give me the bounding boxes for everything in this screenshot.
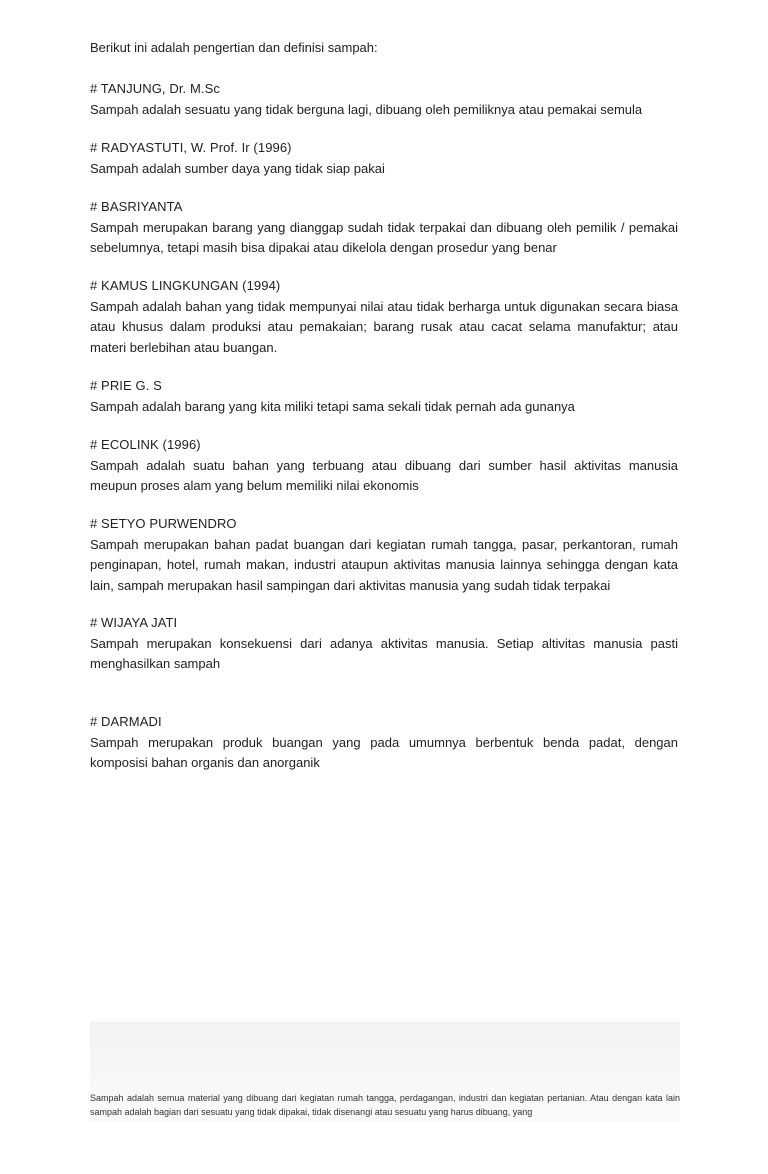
definition-entry (90, 514, 678, 596)
definition-entry (90, 613, 678, 675)
entry-heading: # KAMUS LINGKUNGAN (1994) (90, 278, 281, 293)
definition-entry (90, 138, 678, 179)
definition-entry (90, 79, 678, 120)
entry-heading: # RADYASTUTI, W. Prof. Ir (1996) (90, 140, 292, 155)
intro-text: Berikut ini adalah pengertian dan definisi sampah: (90, 40, 378, 55)
definition-entry (90, 712, 678, 774)
entry-body: Sampah merupakan konsekuensi dari adanya aktivitas manusia. Setiap altivitas manusia pasti menghasilkan sampah (90, 635, 678, 671)
entry-body: Sampah adalah sesuatu yang tidak berguna lagi, dibuang oleh pemiliknya atau pemakai semula (90, 101, 643, 117)
definition-entry (90, 197, 678, 259)
entry-body: Sampah merupakan produk buangan yang pada umumnya berbentuk benda padat, dengan komposisi bahan organis dan anorganik (90, 734, 678, 770)
entry-heading: # WIJAYA JATI (90, 615, 178, 630)
entry-heading: # SETYO PURWENDRO (90, 516, 237, 531)
entry-body: Sampah merupakan barang yang dianggap sudah tidak terpakai dan dibuang oleh pemilik / pemakai sebelumnya, tetapi masih bisa dipakai atau dikelola dengan prosedur yang benar (90, 219, 678, 255)
definition-entry (90, 376, 678, 417)
entry-body: Sampah adalah sumber daya yang tidak siap pakai (90, 160, 385, 176)
definition-entry (90, 435, 678, 497)
entry-heading: # DARMADI (90, 714, 162, 729)
entry-body: Sampah adalah suatu bahan yang terbuang atau dibuang dari sumber hasil aktivitas manusia meupun proses alam yang belum memiliki nilai ekonomis (90, 457, 678, 493)
entry-body: Sampah adalah bahan yang tidak mempunyai nilai atau tidak berharga untuk digunakan secara biasa atau khusus dalam produksi atau pemakaian; barang rusak atau cacat selama manufaktur; atau materi berlebihan atau buangan. (90, 298, 678, 355)
entry-heading: # ECOLINK (1996) (90, 437, 201, 452)
entry-body: Sampah merupakan bahan padat buangan dari kegiatan rumah tangga, pasar, perkantoran, rumah penginapan, hotel, rumah makan, industri ataupun aktivitas manusia lainnya sehingga dengan kata lain, sampah merupakan hasil sampingan dari aktivitas manusia yang sudah tidak terpakai (90, 536, 678, 593)
entry-heading: # PRIE G. S (90, 378, 162, 393)
entry-body: Sampah adalah barang yang kita miliki tetapi sama sekali tidak pernah ada gunanya (90, 398, 575, 414)
footer-text: Sampah adalah semua material yang dibuang dari kegiatan rumah tangga, perdagangan, industri dan kegiatan pertanian. Atau dengan kata lain sampah adalah bagian dari sesuatu yang tidak dipakai, tidak disenangi atau sesuatu yang harus dibuang, yang (90, 1093, 680, 1117)
entry-heading: # BASRIYANTA (90, 199, 183, 214)
entry-heading: # TANJUNG, Dr. M.Sc (90, 81, 220, 96)
definition-entry (90, 276, 678, 358)
